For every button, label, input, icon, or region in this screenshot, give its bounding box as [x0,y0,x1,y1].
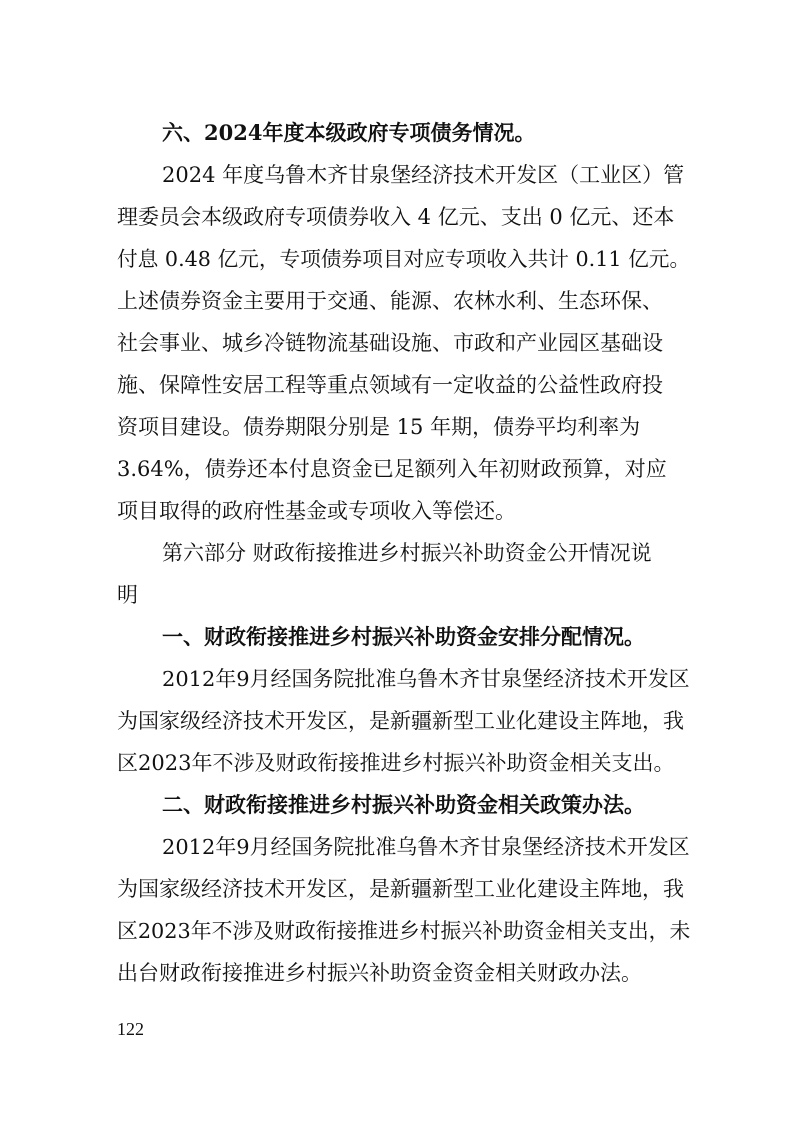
part-title: 第六部分 财政衔接推进乡村振兴补助资金公开情况说 [162,541,652,565]
paragraph-line [117,288,672,314]
paragraph-line: 区2023年不涉及财政衔接推进乡村振兴补助资金相关支出。 [117,751,675,775]
paragraph-line: 为国家级经济技术开发区，是新疆新型工业化建设主阵地，我 [117,877,684,901]
paragraph-line: 出台财政衔接推进乡村振兴补助资金资金相关财政办法。 [117,961,642,985]
paragraph-text: 资项目建设。债券期限分别是 15 年期，债券平均利率为 [117,415,641,439]
paragraph-line: 区2023年不涉及财政衔接推进乡村振兴补助资金相关支出，未 [117,919,691,943]
section-heading-policy: 二、财政衔接推进乡村振兴补助资金相关政策办法。 [162,792,645,817]
paragraph-text: 上述债券资金主要用于交通、能源、农林水利、生态环保、 [117,289,663,313]
section-heading-special-debt: 六、2024年度本级政府专项债务情况。 [162,120,536,145]
paragraph-line [117,456,672,482]
paragraph-line: 2012年9月经国务院批准乌鲁木齐甘泉堡经济技术开发区 [162,835,690,859]
paragraph-text: 2024 年度乌鲁木齐甘泉堡经济技术开发区（工业区）管 [162,163,685,187]
paragraph-line [117,246,691,272]
paragraph-text: 3.64%，债券还本付息资金已足额列入年初财政预算，对应 [117,457,667,481]
paragraph-line [117,372,672,398]
paragraph-text: 付息 0.48 亿元，专项债券项目对应专项收入共计 0.11 亿元。 [117,247,691,271]
paragraph-line [117,204,675,230]
paragraph-text: 理委员会本级政府专项债券收入 4 亿元、支出 0 亿元、还本 [117,205,675,229]
paragraph-line: 项目取得的政府性基金或专项收入等偿还。 [117,499,516,523]
section-heading-allocation: 一、财政衔接推进乡村振兴补助资金安排分配情况。 [162,624,645,649]
paragraph-line [162,162,685,188]
paragraph-line [117,414,672,440]
paragraph-line: 2012年9月经国务院批准乌鲁木齐甘泉堡经济技术开发区 [162,667,690,691]
paragraph-line: 为国家级经济技术开发区，是新疆新型工业化建设主阵地，我 [117,709,684,733]
page-number: 122 [117,1019,144,1039]
paragraph-line [117,330,672,356]
paragraph-text: 社会事业、城乡冷链物流基础设施、市政和产业园区基础设 [117,331,663,355]
paragraph-text: 施、保障性安居工程等重点领域有一定收益的公益性政府投 [117,373,663,397]
part-title-continued: 明 [117,583,138,607]
